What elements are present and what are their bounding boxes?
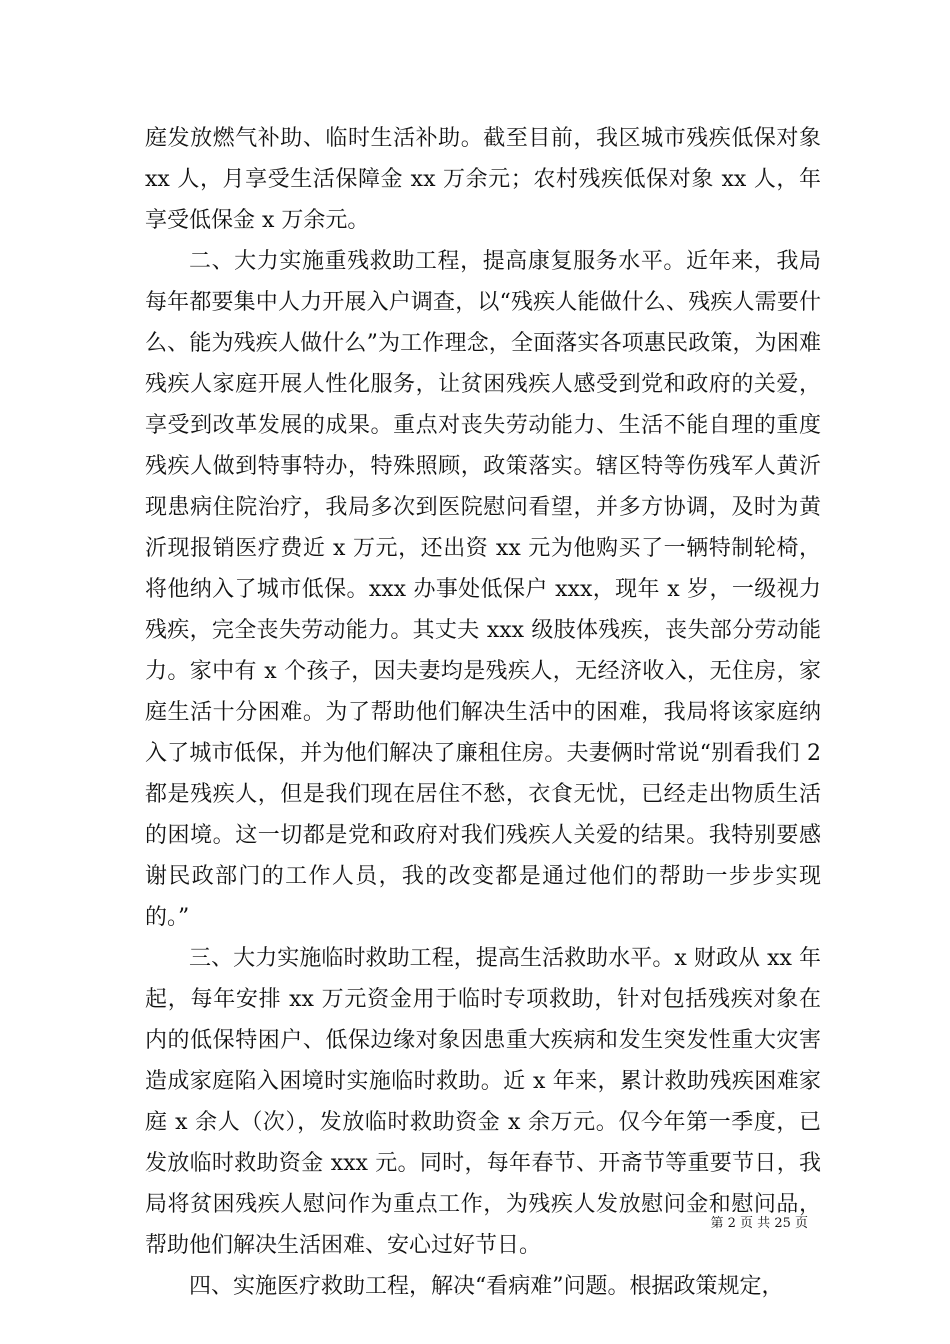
page-number-footer: 第 2 页 共 25 页 bbox=[710, 1216, 808, 1231]
paragraph-3: 四、实施医疗救助工程，解决“看病难”问题。根据政策规定， bbox=[189, 1274, 784, 1299]
paragraph-0: 庭发放燃气补助、临时生活补助。截至目前，我区城市残疾低保对象 xx 人，月享受生活保障金 xx 万余元；农村残疾低保对象 xx 人，年享受低保金 x 万余元。 bbox=[145, 126, 821, 233]
paragraph-1: 二、大力实施重残救助工程，提高康复服务水平。近年来，我局每年都要集中人力开展入户调查，以“残疾人能做什么、残疾人需要什么、能为残疾人做什么”为工作理念，全面落实各项惠民政策，为困难残疾人家庭开展人性化服务，让贫困残疾人感受到党和政府的关爱，享受到改革发展的成果。重点对丧失劳动能力、生活不能自理的重度残疾人做到特事特办，特殊照顾，政策落实。辖区特等伤残军人黄沂现患病住院治疗，我局多次到医院慰问看望，并多方协调，及时为黄沂现报销医疗费近 x 万元，还出资 xx 元为他购买了一辆特制轮椅，将他纳入了城市低保。xxx 办事处低保户 xxx，现年 x 岁，一级视力残疾，完全丧失劳动能力。其丈夫 xxx 级肢体残疾，丧失部分劳动能力。家中有 x 个孩子，因夫妻均是残疾人，无经济收入，无住房，家庭生活十分困难。为了帮助他们解决生活中的困难，我局将该家庭纳入了城市低保，并为他们解决了廉租住房。夫妻俩时常说“别看我们 2 都是残疾人，但是我们现在居住不愁，衣食无忧，已经走出物质生活的困境。这一切都是党和政府对我们残疾人关爱的结果。我特别要感谢民政部门的工作人员，我的改变都是通过他们的帮助一步步实现的。” bbox=[145, 249, 821, 930]
paragraph-2: 三、大力实施临时救助工程，提高生活救助水平。x 财政从 xx 年起，每年安排 xx 万元资金用于临时专项救助，针对包括残疾对象在内的低保特困户、低保边缘对象因患重大疾病和发生突发性重大灾害造成家庭陷入困境时实施临时救助。近 x 年来，累计救助残疾困难家庭 x 余人（次），发放临时救助资金 x 余万元。仅今年第一季度，已发放临时救助资金 xxx 元。同时，每年春节、开斋节等重要节日，我局将贫困残疾人慰问作为重点工作，为残疾人发放慰问金和慰问品，帮助他们解决生活困难、安心过好节日。 bbox=[145, 946, 821, 1258]
document-body bbox=[145, 118, 821, 1307]
